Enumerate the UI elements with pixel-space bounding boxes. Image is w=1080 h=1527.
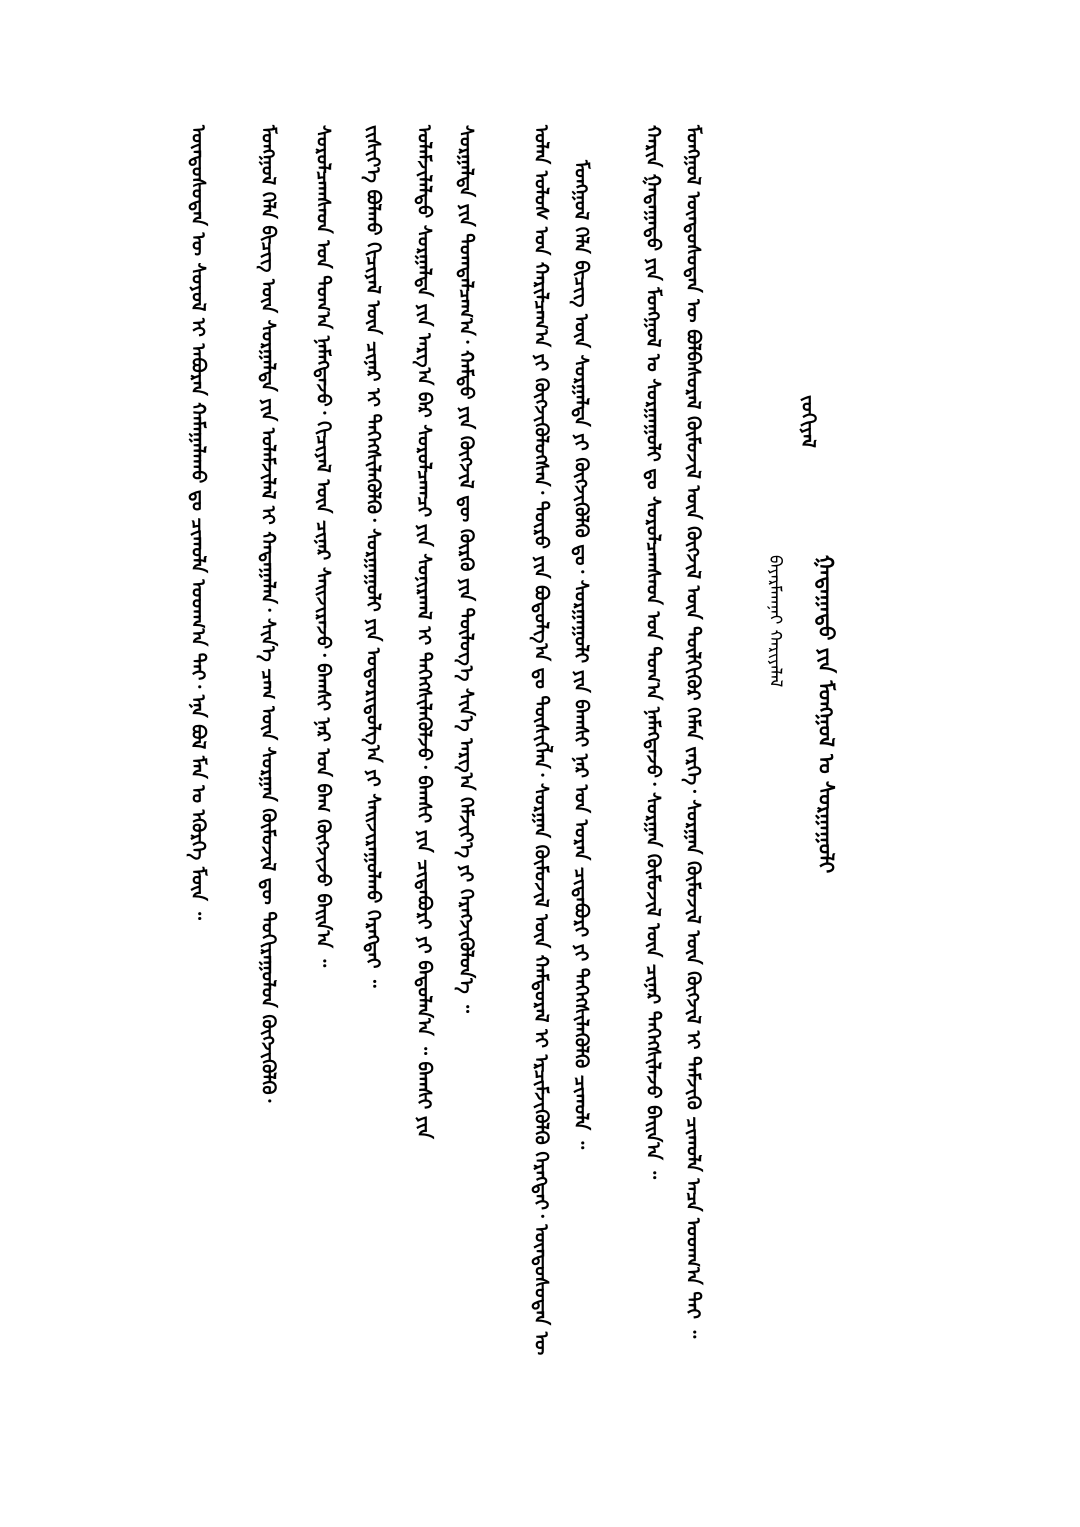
paragraph-column-8: ᠰᠤᠷᠤᠯᠴᠠᠭᠰᠠᠳ ᠤᠨ ᠲᠣᠭ᠎ᠠ ᠨᠡᠮᠡᠭᠳᠡᠵᠦ᠂ ᠬᠢᠴᠢᠶᠡᠯ ᠦᠨ ᠴᠢᠨᠠᠷ ᠰᠠᠢᠵᠢᠷᠠᠵᠤ᠂ ᠪᠠᠭᠰᠢ ᠨᠠᠷ ᠤᠨ ᠪᠠᠭ ᠬᠥᠭᠵᠢᠵᠦ ᠪᠠᠢᠨ᠎ᠠ ᠃ <box>312 125 334 968</box>
document-title: ᠭᠠᠳᠠᠭᠠᠳᠤ ᠶᠢᠨ ᠮᠣᠩᠭᠣᠯ ᠤ ᠰᠤᠷᠭᠠᠭᠤᠯᠢ <box>814 555 838 874</box>
paragraph-column-5: ᠰᠤᠷᠭᠠᠯᠲᠠ ᠶᠢᠨ ᠲᠣᠭᠲᠠᠯᠴᠠᠭ᠎ᠠ᠂ ᠬᠠᠮᠲᠤ ᠶᠢᠨ ᠬᠥᠭᠵᠢᠯ ᠳᠦ ᠬᠦᠷᠬᠦ ᠶᠢᠨ ᠲᠥᠯᠥᠭ᠎ᠡ ᠰᠢᠨ᠎ᠡ ᠠᠷᠭ᠎ᠠ ᠬᠡᠮᠵᠢᠶ᠎ᠡ ᠶᠢ ᠬᠡᠷᠡᠭᠵᠢᠭᠦᠯᠦᠨ᠎ᠡ ᠃ <box>455 125 477 1013</box>
paragraph-column-9: ᠮᠣᠩᠭᠣᠯ ᠬᠡᠯᠡ ᠪᠢᠴᠢᠭ ᠦᠨ ᠰᠤᠷᠭᠠᠯᠲᠠ ᠶᠢᠨ ᠤᠯᠠᠮᠵᠢᠯᠠᠯ ᠢ ᠬᠠᠳᠠᠭᠠᠯᠠᠨ᠂ ᠰᠢᠨ᠎ᠡ ᠴᠠᠭ ᠦᠨ ᠰᠤᠷᠭᠠᠨ ᠬᠦᠮᠦᠵᠢᠯ ᠳᠦ ᠲᠣᠬᠢᠷᠠᠭᠤᠯᠤᠨ ᠬᠥᠭᠵᠢᠭᠦᠯᠬᠦ᠂ <box>257 125 279 1103</box>
paragraph-column-2: ᠬᠠᠷᠢᠨ ᠭᠠᠳᠠᠭᠠᠳᠤ ᠶᠢᠨ ᠮᠣᠩᠭᠣᠯ ᠤ ᠰᠤᠷᠭᠠᠭᠤᠯᠢ ᠳᠤ ᠰᠤᠷᠤᠯᠴᠠᠭᠰᠠᠳ ᠤᠨ ᠲᠣᠭ᠎ᠠ ᠨᠡᠮᠡᠭᠳᠡᠵᠦ᠂ ᠰᠤᠷᠭᠠᠨ ᠬᠦᠮᠦᠵᠢᠯ ᠦᠨ ᠴᠢᠨᠠᠷ ᠳᠡᠭᠡᠭᠰᠢᠯᠡᠵᠦ ᠪᠠᠢᠨ᠎ᠠ ᠃ <box>642 125 664 1179</box>
byline-author: ᠪᠠᠶᠠᠷᠮᠠᠭᠨᠠᠢ ᠬᠠᠷᠢᠶᠠᠯᠠᠯ <box>765 555 785 688</box>
paragraph-column-3: ᠮᠣᠩᠭᠣᠯ ᠬᠡᠯᠡ ᠪᠢᠴᠢᠭ ᠦᠨ ᠰᠤᠷᠭᠠᠯᠲᠠ ᠶᠢ ᠬᠥᠭᠵᠢᠭᠦᠯᠬᠦ ᠳᠤ᠂ ᠰᠤᠷᠭᠠᠭᠤᠯᠢ ᠶᠢᠨ ᠪᠠᠭᠰᠢ ᠨᠠᠷ ᠤᠨ ᠤᠷᠠᠨ ᠴᠢᠳᠠᠪᠤᠷᠢ ᠶᠢ ᠳᠡᠭᠡᠭᠰᠢᠯᠡᠭᠦᠯᠬᠦ ᠴᠢᠬᠤᠯᠠ ᠃ <box>570 160 592 1150</box>
paragraph-column-1: ᠮᠣᠩᠭᠣᠯ ᠦᠨᠳᠦᠰᠦᠲᠡᠨ ᠦ ᠪᠣᠯᠪᠠᠰᠤᠷᠠᠯ ᠬᠦᠮᠦᠵᠢᠯ ᠦᠨ ᠬᠥᠭᠵᠢᠯ ᠦᠨ ᠲᠦᠯᠬᠢᠭᠦᠷ ᠬᠡᠮᠡᠨ ᠵᠡᠷᠭᠡ᠂ ᠰᠤᠷᠭᠠᠨ ᠬᠦᠮᠦᠵᠢᠯ ᠦᠨ ᠬᠥᠭᠵᠢᠯ ᠢ ᠳᠡᠮᠵᠢᠬᠦ ᠴᠢᠬᠤᠯᠠ ᠠᠴᠠ ᠤᠳᠬ᠎ᠠ ᠲᠠᠢ ᠃ <box>682 125 704 1339</box>
paragraph-column-7: ᠵᠢᠱᠢᠶ᠎ᠡ ᠪᠣᠯᠬᠤ ᠬᠢᠴᠢᠶᠡᠯ ᠦᠨ ᠴᠢᠨᠠᠷ ᠢ ᠳᠡᠭᠡᠭᠰᠢᠯᠡᠭᠦᠯᠬᠦ᠂ ᠰᠤᠷᠭᠠᠭᠤᠯᠢ ᠶᠢᠨ ᠤᠳᠤᠷᠢᠳᠤᠯᠭ᠎ᠠ ᠶᠢ ᠰᠠᠢᠵᠢᠷᠠᠭᠤᠯᠬᠤ ᠬᠡᠷᠡᠭᠲᠡᠢ ᠃ <box>362 125 384 988</box>
paragraph-column-10: ᠦᠨᠳᠦᠰᠦᠲᠡᠨ ᠦ ᠰᠣᠶᠣᠯ ᠢ ᠠᠪᠤᠷᠠᠨ ᠬᠠᠮᠠᠭᠠᠯᠠᠬᠤ ᠳᠤ ᠴᠢᠬᠤᠯᠠ ᠤᠳᠬ᠎ᠠ ᠲᠠᠢ᠂ ᠡᠨᠡ ᠪᠣᠯ ᠮᠠᠨ ᠤ ᠡᠭᠦᠷᠭᠡ ᠮᠥᠨ ᠃ <box>187 125 209 920</box>
paragraph-column-6: ᠤᠯᠠᠮᠵᠢᠯᠠᠯᠲᠤ ᠰᠤᠷᠭᠠᠯᠲᠠ ᠶᠢᠨ ᠠᠷᠭ᠎ᠠ ᠪᠠᠷ ᠰᠤᠷᠤᠯᠴᠠᠭᠴᠢ ᠶᠢᠨ ᠰᠣᠨᠢᠷᠬᠠᠯ ᠢ ᠳᠡᠭᠡᠭᠰᠢᠯᠡᠭᠦᠯᠵᠦ᠂ ᠪᠠᠭᠰᠢ ᠶᠢᠨ ᠴᠢᠳᠠᠪᠤᠷᠢ ᠶᠢ ᠪᠠᠲᠤᠯᠠᠨ᠎ᠠ ᠃ ᠪᠠᠭᠰᠢ ᠶᠢᠨ <box>413 125 435 1139</box>
byline-head: ᠵᠣᠬᠢᠶᠠᠯ <box>797 395 819 448</box>
paragraph-column-4: ᠣᠯᠠᠨ ᠤᠯᠤᠰ ᠤᠨ ᠬᠠᠷᠢᠯᠴᠠᠭ᠎ᠠ ᠶᠢ ᠬᠥᠭᠵᠢᠭᠦᠯᠦᠭᠰᠡᠨ᠂ ᠲᠥᠷᠥ ᠶᠢᠨ ᠪᠣᠳᠣᠯᠭ᠎ᠠ ᠳᠤ ᠲᠦᠰᠢᠭᠯᠡᠨ᠂ ᠰᠤᠷᠭᠠᠨ ᠬᠦᠮᠦᠵᠢᠯ ᠦᠨ ᠬᠠᠮᠲᠤᠷᠠᠯ ᠢ ᠡᠷᠴᠢᠮᠵᠢᠭᠦᠯᠬᠦ ᠬᠡᠷᠡᠭᠲᠡᠢ᠂ ᠦᠨᠳᠦᠰᠦᠲᠡᠨ ᠦ <box>530 125 552 1356</box>
